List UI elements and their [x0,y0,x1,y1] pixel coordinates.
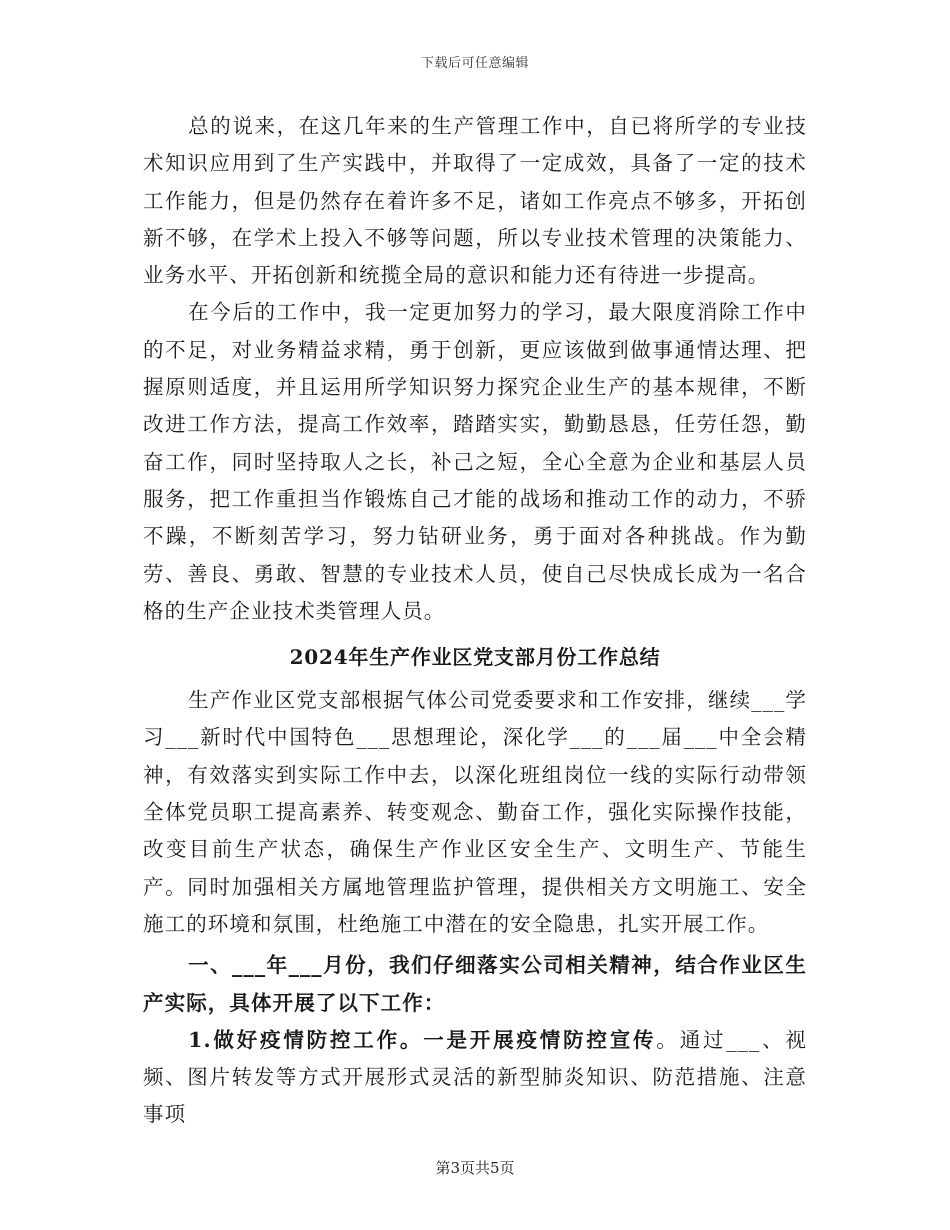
item-1-text: 。通过___、视频、图片转发等方式开展形式灵活的新型肺炎知识、防范措施、注意事项 [143,1027,807,1127]
section-heading-1: 一、___年___月份，我们仔细落实公司相关精神，结合作业区生产实际，具体开展了以下工作： [143,953,807,1015]
paragraph-intro: 生产作业区党支部根据气体公司党委要求和工作安排，继续___学习___新时代中国特色___思想理论，深化学___的___届___中全会精神，有效落实到实际工作中去，以深化班组岗位一线的实际行动带领全体党员职工提高素养、转变观念、勤奋工作，强化实际操作技能，改变目前生产状态，确保生产作业区安全生产、文明生产、节能生产。同时加强相关方属地管理监护管理，提供相关方文明施工、安全施工的环境和氛围，杜绝施工中潜在的安全隐患，扎实开展工作。 [143,688,807,936]
document-body [143,108,807,1134]
item-1-bold-lead: 1.做好疫情防控工作。一是开展疫情防控宣传 [188,1027,657,1052]
section-title: 2024年生产作业区党支部月份工作总结 [289,645,661,670]
paragraph-future-plan: 在今后的工作中，我一定更加努力的学习，最大限度消除工作中的不足，对业务精益求精，勇于创新，更应该做到做事通情达理、把握原则适度，并且运用所学知识努力探究企业生产的基本规律，不断改进工作方法，提高工作效率，踏踏实实，勤勤恳恳，任劳任怨，勤奋工作，同时坚持取人之长，补己之短，全心全意为企业和基层人员服务，把工作重担当作锻炼自己才能的战场和推动工作的动力，不骄不躁，不断刻苦学习，努力钻研业务，勇于面对各种挑战。作为勤劳、善良、勇敢、智慧的专业技术人员，使自己尽快成长成为一名合格的生产企业技术类管理人员。 [143,300,807,623]
page-number: 第3页共5页 [435,1159,515,1177]
paragraph-item-1 [143,1022,807,1134]
page-header-note: 下载后可任意编辑 [420,56,529,71]
paragraph-summary: 总的说来，在这几年来的生产管理工作中，自已将所学的专业技术知识应用到了生产实践中，并取得了一定成效，具备了一定的技术工作能力，但是仍然存在着许多不足，诸如工作亮点不够多，开拓创新不够，在学术上投入不够等问题，所以专业技术管理的决策能力、业务水平、开拓创新和统揽全局的意识和能力还有待进一步提高。 [143,114,807,288]
